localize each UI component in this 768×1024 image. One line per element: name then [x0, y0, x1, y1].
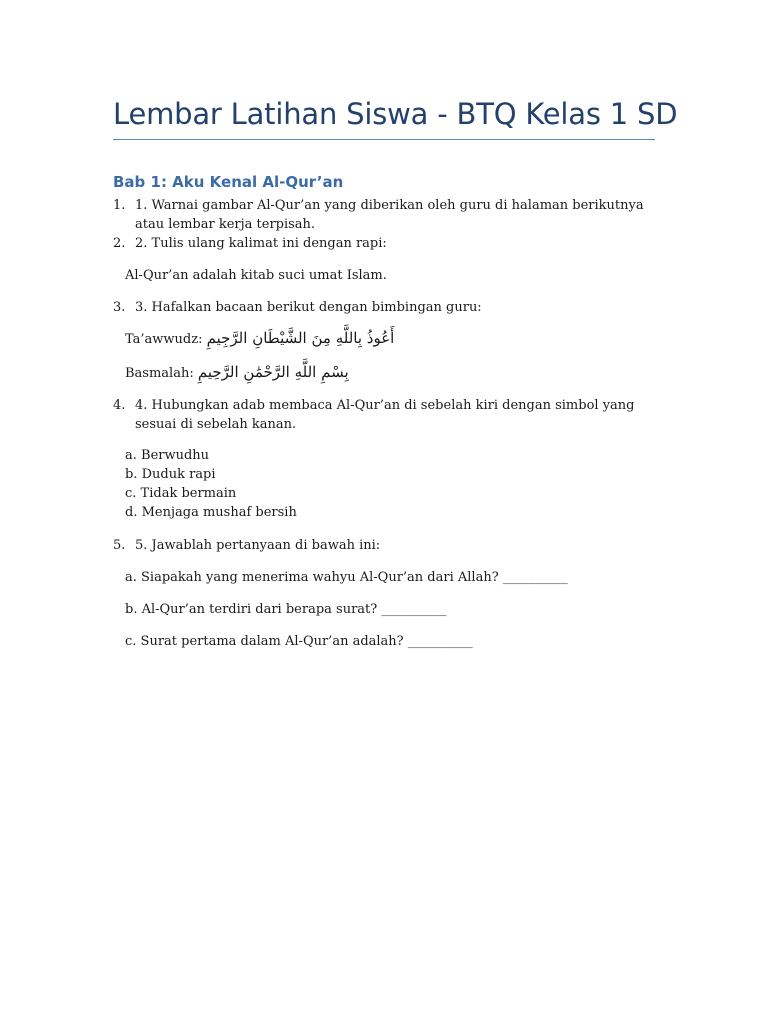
taawwudz-line [125, 329, 394, 349]
option-d: d. Menjaga mushaf bersih [125, 505, 297, 520]
list-item-1-text: 1. Warnai gambar Al-Qur’an yang diberikan oleh guru di halaman berikutnya atau lembar kerja terpisah. [135, 198, 644, 232]
option-c: c. Tidak bermain [125, 486, 237, 501]
question-b: b. Al-Qur’an terdiri dari berapa surat? __________ [125, 602, 447, 617]
question-c: c. Surat pertama dalam Al-Qur’an adalah? __________ [125, 634, 473, 649]
taawwudz-label: Ta’awwudz: [125, 332, 203, 347]
list-item-3-text: 3. Hafalkan bacaan berikut dengan bimbingan guru: [135, 300, 482, 315]
basmalah-arabic: بِسْمِ اللَّهِ الرَّحْمَٰنِ الرَّحِيمِ [197, 363, 349, 381]
list-number-2: 2. [113, 236, 126, 251]
list-number-1: 1. [113, 198, 126, 213]
list-number-3: 3. [113, 300, 126, 315]
list-item-2-text: 2. Tulis ulang kalimat ini dengan rapi: [135, 236, 387, 251]
taawwudz-arabic: أَعُوذُ بِاللَّهِ مِنَ الشَّيْطَانِ الرَّجِيمِ [206, 329, 395, 347]
title-divider [113, 139, 655, 140]
list-number-5: 5. [113, 538, 126, 553]
option-b: b. Duduk rapi [125, 467, 216, 482]
basmalah-line [125, 363, 349, 383]
question-a: a. Siapakah yang menerima wahyu Al-Qur’an dari Allah? __________ [125, 570, 568, 585]
basmalah-label: Basmalah: [125, 366, 194, 381]
document-title: Lembar Latihan Siswa - BTQ Kelas 1 SD [113, 97, 678, 131]
section-heading: Bab 1: Aku Kenal Al-Qur’an [113, 173, 344, 191]
rewrite-sentence: Al-Qur’an adalah kitab suci umat Islam. [125, 268, 387, 283]
option-a: a. Berwudhu [125, 448, 210, 463]
list-item-5-text: 5. Jawablah pertanyaan di bawah ini: [135, 538, 381, 553]
list-item-4-text: 4. Hubungkan adab membaca Al-Qur’an di sebelah kiri dengan simbol yang sesuai di sebelah kanan. [135, 398, 635, 432]
list-number-4: 4. [113, 398, 126, 413]
